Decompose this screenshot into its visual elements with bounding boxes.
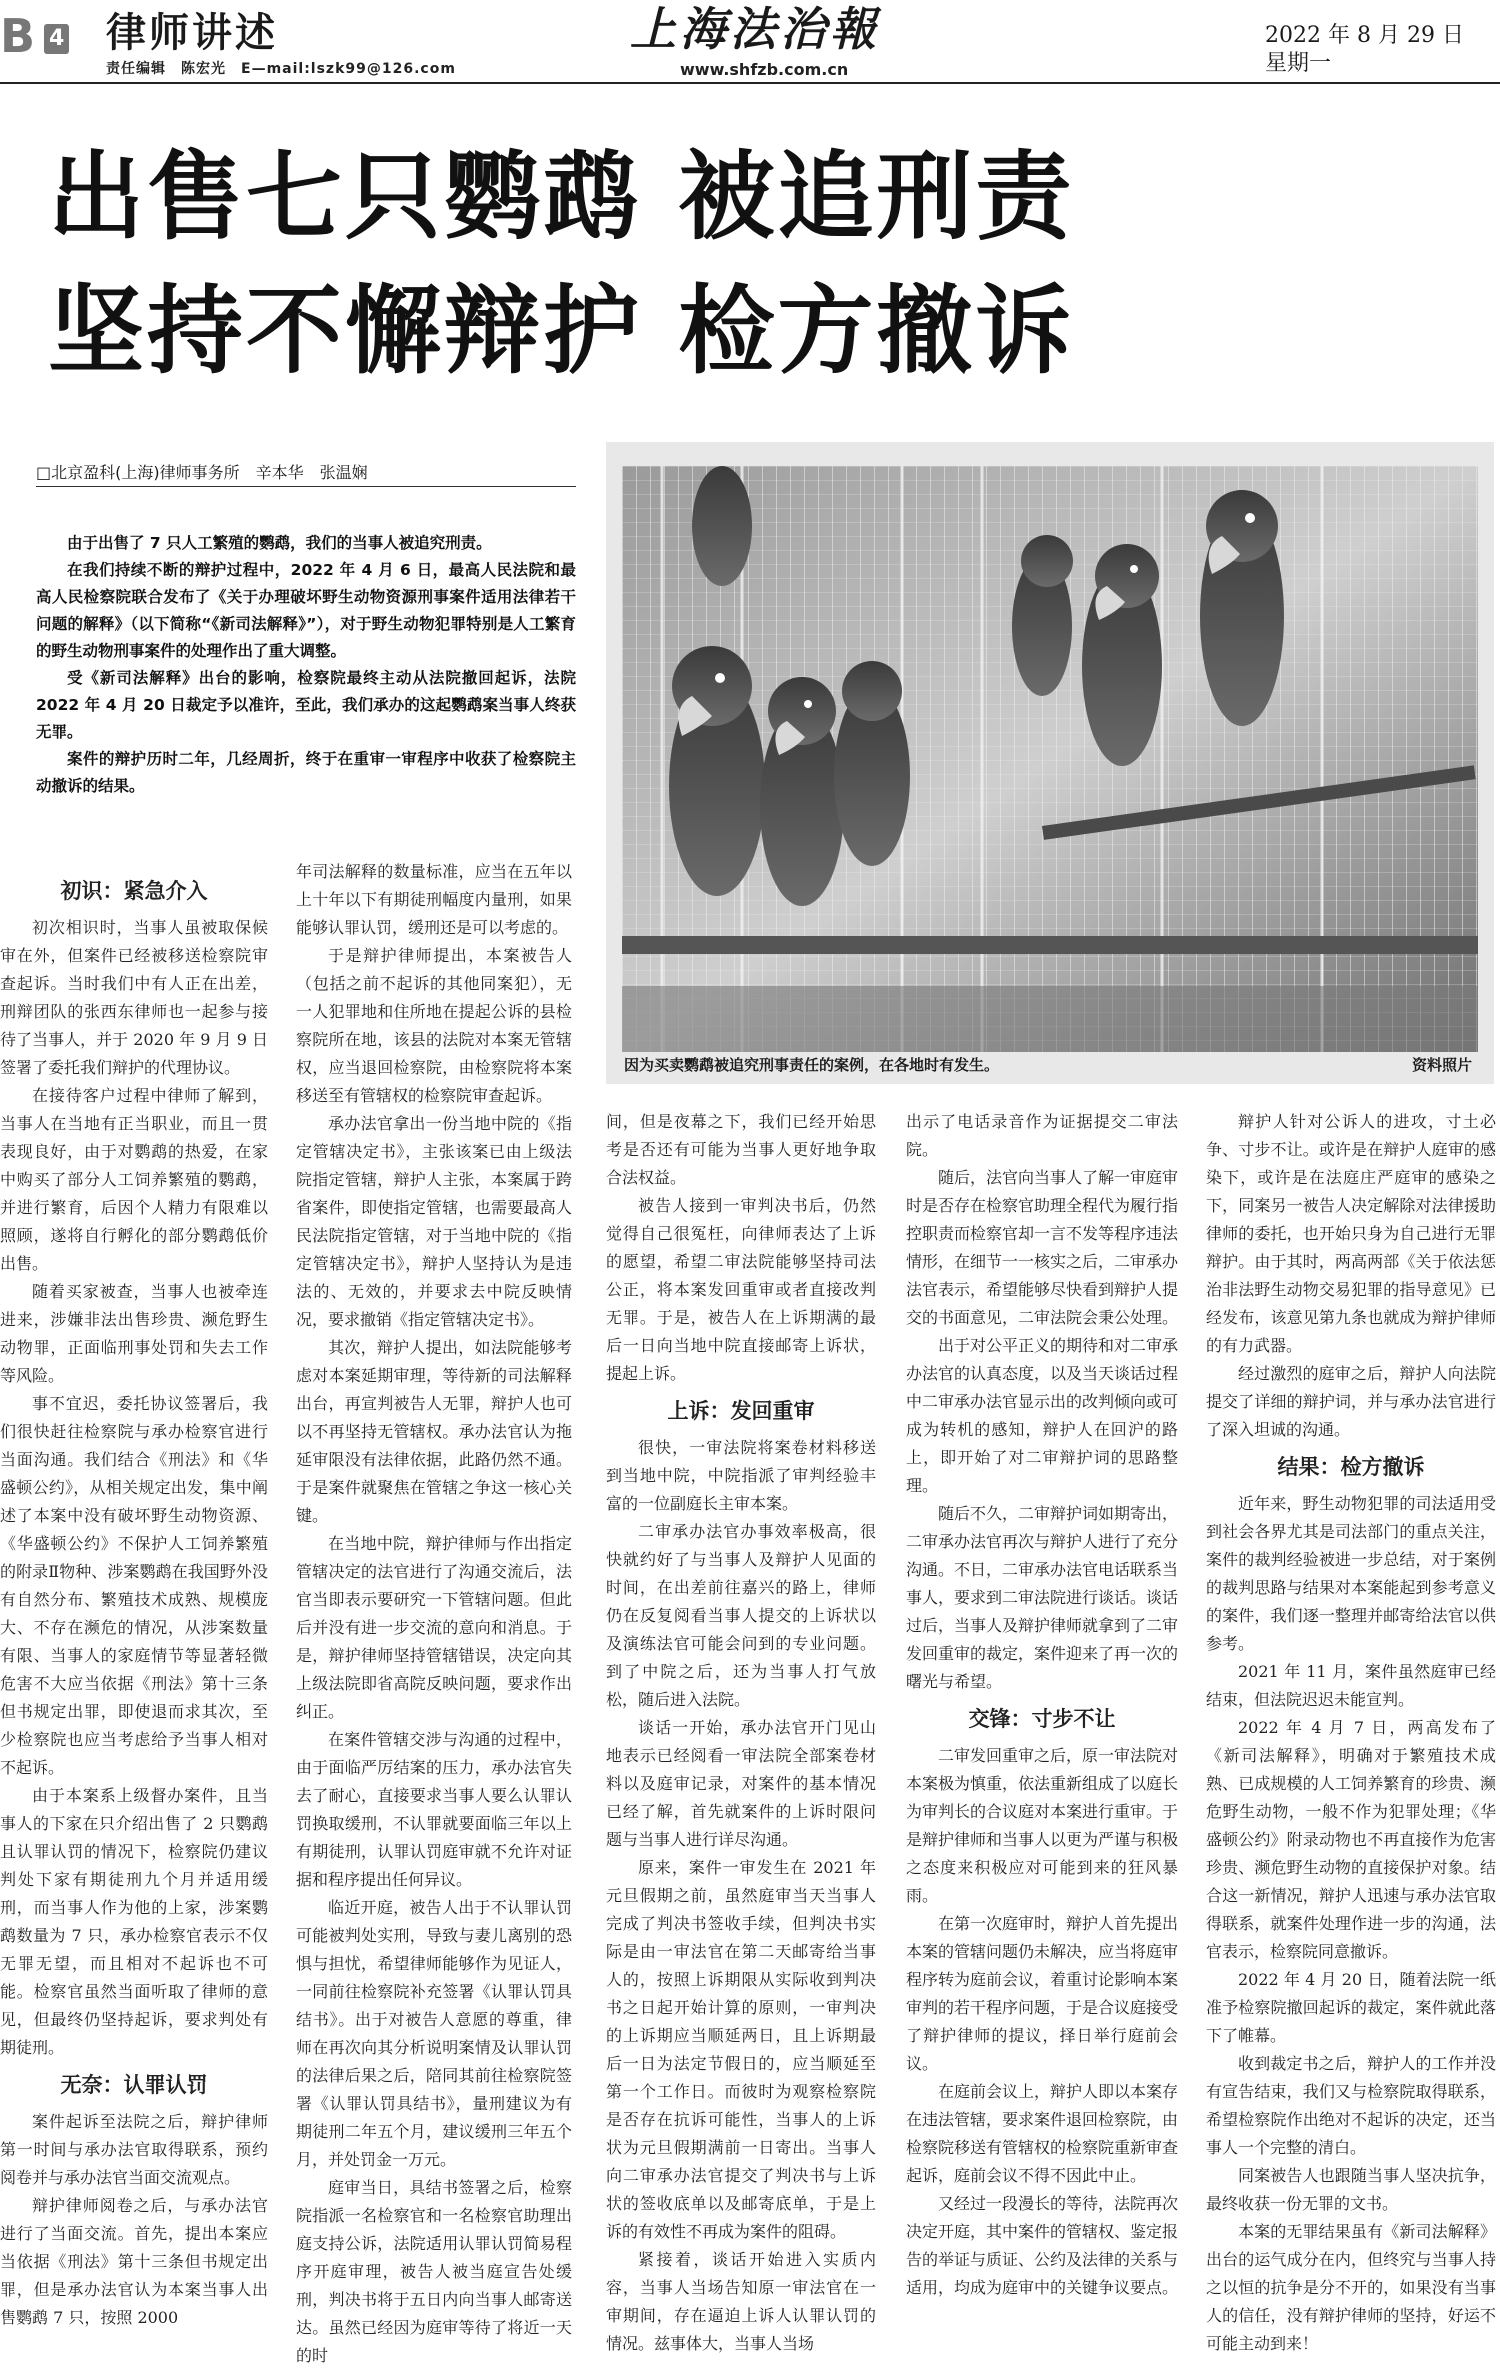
paragraph: 初次相识时，当事人虽被取保候审在外，但案件已经被移送检察院审查起诉。当时我们中有人正在出差，刑辩团队的张西东律师也一起参与接待了当事人，并于 2020 年 9 月 9 日签署了委托我们辩护的代理协议。 — [0, 918, 268, 1077]
subheading: 无奈：认罪认罚 — [60, 2073, 208, 2097]
subheading: 初识：紧急介入 — [60, 879, 208, 903]
lead-paragraph: 由于出售了 7 只人工繁殖的鹦鹉，我们的当事人被追究刑责。 — [67, 534, 492, 552]
subheading: 结果：检方撤诉 — [1277, 1455, 1425, 1479]
byline-rule — [36, 486, 576, 487]
paragraph: 在第一次庭审时，辩护人首先提出本案的管辖问题仍未解决，应当将庭审程序转为庭前会议，着重讨论影响本案审判的若干程序问题，于是合议庭接受了辩护律师的提议，择日举行庭前会议。 — [906, 1914, 1179, 2073]
editor-line: 责任编辑 陈宏光 E—mail:lszk99@126.com — [106, 61, 456, 77]
article-column-5 — [1206, 1108, 1496, 2353]
paragraph: 收到裁定书之后，辩护人的工作并没有宣告结束，我们又与检察院取得联系，希望检察院作出绝对不起诉的决定，还当事人一个完整的清白。 — [1206, 2054, 1496, 2157]
article-column-3 — [606, 1108, 876, 2353]
paragraph: 在接待客户过程中律师了解到，当事人在当地有正当职业，而且一贯表现良好，由于对鹦鹉的热爱，在家中购买了部分人工饲养繁殖的鹦鹉，并进行繁育，后因个人精力有限难以照顾，遂将自行孵化的部分鹦鹉低价出售。 — [0, 1086, 268, 1273]
paragraph: 被告人接到一审判决书后，仍然觉得自己很冤枉，向律师表达了上诉的愿望，希望二审法院能够坚持司法公正，将本案发回重审或者直接改判无罪。于是，被告人在上诉期满的最后一日向当地中院直接邮寄上诉状，提起上诉。 — [606, 1196, 876, 1383]
section-title: 律师讲述 — [106, 10, 278, 56]
paragraph: 本案的无罪结果虽有《新司法解释》出台的运气成分在内，但终究与当事人持之以恒的抗争是分不开的，如果没有当事人的信任，没有辩护律师的坚持，好运不可能主动到来！ — [1206, 2222, 1496, 2353]
paragraph: 年司法解释的数量标准，应当在五年以上十年以下有期徒刑幅度内量刑，如果能够认罪认罚，缓刑还是可以考虑的。 — [296, 862, 572, 937]
paragraph: 谈话一开始，承办法官开门见山地表示已经阅看一审法院全部案卷材料以及庭审记录，对案件的基本情况已经了解，首先就案件的上诉时限问题与当事人进行详尽沟通。 — [606, 1718, 876, 1849]
paragraph: 辩护人针对公诉人的进攻，寸土必争、寸步不让。或许是在辩护人庭审的感染下，或许是在法庭庄严庭审的感染之下，同案另一被告人决定解除对法律援助律师的委托，也开始只身为自己进行无罪辩护。由于其时，两高两部《关于依法惩治非法野生动物交易犯罪的指导意见》已经发布，该意见第九条也就成为辩护律师的有力武器。 — [1206, 1112, 1496, 1355]
website-link[interactable]: www.shfzb.com.cn — [680, 60, 849, 79]
subheading: 交锋：寸步不让 — [968, 1707, 1116, 1731]
paragraph: 庭审当日，具结书签署之后，检察院指派一名检察官和一名检察官助理出庭支持公诉，法院适用认罪认罚简易程序开庭审理，被告人被当庭宣告处缓刑，判决书将于五日内向当事人邮寄送达。虽然已经因为庭审等待了将近一天的时 — [296, 2178, 572, 2365]
parrots-in-cage-image — [622, 466, 1478, 1052]
paragraph: 在庭前会议上，辩护人即以本案存在违法管辖，要求案件退回检察院，由检察院移送有管辖权的检察院重新审查起诉，庭前会议不得不因此中止。 — [906, 2082, 1179, 2185]
paragraph: 同案被告人也跟随当事人坚决抗争，最终收获一份无罪的文书。 — [1206, 2166, 1496, 2213]
paragraph: 2022 年 4 月 20 日，随着法院一纸准予检察院撤回起诉的裁定，案件就此落下了帷幕。 — [1206, 1970, 1496, 2045]
paragraph: 紧接着，谈话开始进入实质内容，当事人当场告知原一审法官在一审期间，存在逼迫上诉人认罪认罚的情况。兹事体大，当事人当场 — [606, 2250, 876, 2353]
issue-date: 2022 年 8 月 29 日 星期一 — [1265, 23, 1486, 76]
paragraph: 其次，辩护人提出，如法院能够考虑对本案延期审理，等待新的司法解释出台，再宣判被告人无罪，辩护人也可以不再坚持无管辖权。承办法官认为拖延审限没有法律依据，此路仍然不通。于是案件就聚焦在管辖之争这一核心关键。 — [296, 1338, 572, 1525]
paragraph: 在案件管辖交涉与沟通的过程中，由于面临严厉结案的压力，承办法官失去了耐心，直接要求当事人要么认罪认罚换取缓刑，不认罪就要面临三年以上有期徒刑，认罪认罚庭审就不允许对证据和程序提出任何异议。 — [296, 1730, 572, 1889]
lead-paragraph: 受《新司法解释》出台的影响，检察院最终主动从法院撤回起诉，法院 2022 年 4 月 20 日裁定予以准许，至此，我们承办的这起鹦鹉案当事人终获无罪。 — [36, 669, 576, 741]
photo-caption: 因为买卖鹦鹉被追究刑事责任的案例，在各地时有发生。 — [624, 1056, 1000, 1074]
lead-paragraph: 在我们持续不断的辩护过程中，2022 年 4 月 6 日，最高人民法院和最高人民检察院联合发布了《关于办理破坏野生动物资源刑事案件适用法律若干问题的解释》（以下简称“《新司法解释》”），对于野生动物犯罪特别是人工繁育的野生动物刑事案件的处理作出了重大调整。 — [36, 561, 576, 660]
paragraph: 承办法官拿出一份当地中院的《指定管辖决定书》，主张该案已由上级法院指定管辖，辩护人主张，本案属于跨省案件，即使指定管辖，也需要最高人民法院指定管辖，对于当地中院的《指定管辖决定书》，辩护人坚持认为是违法的、无效的，并要求去中院反映情况，要求撤销《指定管辖决定书》。 — [296, 1114, 572, 1329]
article-column-1 — [0, 868, 268, 2327]
paragraph: 2022 年 4 月 7 日，两高发布了《新司法解释》，明确对于繁殖技术成熟、已成规模的人工饲养繁育的珍贵、濒危野生动物，一般不作为犯罪处理；《华盛顿公约》附录动物也不再直接作为危害珍贵、濒危野生动物的直接保护对象。结合这一新情况，辩护人迅速与承办法官取得联系，就案件处理作进一步的沟通，法官表示，检察院同意撤诉。 — [1206, 1718, 1496, 1961]
article-column-4 — [906, 1108, 1179, 2297]
article-column-2 — [296, 858, 572, 2365]
paragraph: 在当地中院，辩护律师与作出指定管辖决定的法官进行了沟通交流后，法官当即表示要研究一下管辖问题。但此后并没有进一步交流的意向和消息。于是，辩护律师坚持管辖错误，决定向其上级法院即省高院反映问题，要求作出纠正。 — [296, 1534, 572, 1721]
paragraph: 出示了电话录音作为证据提交二审法院。 — [906, 1112, 1178, 1159]
paragraph: 原来，案件一审发生在 2021 年元旦假期之前，虽然庭审当天当事人完成了判决书签收手续，但判决书实际是由一审法官在第二天邮寄给当事人的，按照上诉期限从实际收到判决书之日起开始计算的原则，一审判决的上诉期应当顺延两日，且上诉期最后一日为法定节假日的，应当顺延至第一个工作日。而彼时为观察检察院是否存在抗诉可能性，当事人的上诉状为元旦假期满前一日寄出。当事人向二审承办法官提交了判决书与上诉状的签收底单以及邮寄底单，于是上诉的有效性不再成为案件的阻碍。 — [606, 1858, 876, 2241]
headline-line-1: 出售七只鹦鹉 被追刑责 — [48, 141, 1075, 253]
paragraph: 事不宜迟，委托协议签署后，我们很快赶往检察院与承办检察官进行当面沟通。我们结合《刑法》和《华盛顿公约》，从相关规定出发，集中阐述了本案中没有破坏野生动物资源、《华盛顿公约》不保护人工饲养繁殖的附录Ⅱ物种、涉案鹦鹉在我国野外没有自然分布、繁殖技术成熟、规模庞大、不存在濒危的情况，从涉案数量有限、当事人的家庭情节等显著轻微危害不大应当依据《刑法》第十三条但书规定出罪，即使退而求其次，至少检察院也应当考虑给予当事人相对不起诉。 — [0, 1394, 268, 1777]
paragraph: 二审发回重审之后，原一审法院对本案极为慎重，依法重新组成了以庭长为审判长的合议庭对本案进行重审。于是辩护律师和当事人以更为严谨与积极之态度来积极应对可能到来的狂风暴雨。 — [906, 1746, 1179, 1905]
paragraph: 近年来，野生动物犯罪的司法适用受到社会各界尤其是司法部门的重点关注，案件的裁判经验被进一步总结，对于案例的裁判思路与结果对本案能起到参考意义的案件，我们逐一整理并邮寄给法官以供参考。 — [1206, 1494, 1496, 1653]
paragraph: 又经过一段漫长的等待，法院再次决定开庭，其中案件的管辖权、鉴定报告的举证与质证、公约及法律的关系与适用，均成为庭审中的关键争议要点。 — [906, 2194, 1179, 2297]
paragraph: 2021 年 11 月，案件虽然庭审已经结束，但法院迟迟未能宣判。 — [1206, 1662, 1496, 1709]
byline: □北京盈科(上海)律师事务所 辛本华 张温娴 — [36, 463, 368, 482]
parrots-photo — [622, 466, 1478, 1052]
paragraph: 由于本案系上级督办案件，且当事人的下家在只介绍出售了 2 只鹦鹉且认罪认罚的情况下，检察院仍建议判处下家有期徒刑九个月并适用缓刑，而当事人作为他的上家，涉案鹦鹉数量为 7 只，承办检察官表示不仅无罪无望，而且相对不起诉也不可能。检察官虽然当面听取了律师的意见，但最终仍坚持起诉，要求判处有期徒刑。 — [0, 1786, 268, 2057]
paragraph: 随后，法官向当事人了解一审庭审时是否存在检察官助理全程代为履行指控职责而检察官却一言不发等程序违法情形，在细节一一核实之后，二审承办法官表示，希望能够尽快看到辩护人提交的书面意见，二审法院会秉公处理。 — [906, 1168, 1179, 1327]
paragraph: 随后不久，二审辩护词如期寄出，二审承办法官再次与辩护人进行了充分沟通。不日，二审承办法官电话联系当事人，要求到二审法院进行谈话。谈话过后，当事人及辩护律师就拿到了二审发回重审的裁定，案件迎来了再一次的曙光与希望。 — [906, 1504, 1179, 1691]
photo-credit: 资料照片 — [1412, 1056, 1473, 1074]
headline-line-2: 坚持不懈辩护 检方撤诉 — [48, 275, 1075, 387]
paragraph: 二审承办法官办事效率极高，很快就约好了与当事人及辩护人见面的时间，在出差前往嘉兴的路上，律师仍在反复阅看当事人提交的上诉状以及演练法官可能会问到的专业问题。到了中院之后，还为当事人打气放松，随后进入法院。 — [606, 1522, 876, 1709]
paragraph: 于是辩护律师提出，本案被告人（包括之前不起诉的其他同案犯），无一人犯罪地和住所地在提起公诉的县检察院所在地，该县的法院对本案无管辖权，应当退回检察院，由检察院将本案移送至有管辖权的检察院审查起诉。 — [296, 946, 572, 1105]
paragraph: 出于对公平正义的期待和对二审承办法官的认真态度，以及当天谈话过程中二审承办法官显示出的改判倾向或可成为转机的感知，辩护人在回沪的路上，即开始了对二审辩护词的思路整理。 — [906, 1336, 1179, 1495]
paragraph: 经过激烈的庭审之后，辩护人向法院提交了详细的辩护词，并与承办法官进行了深入坦诚的沟通。 — [1206, 1364, 1496, 1439]
newspaper-logo: 上海法治報 — [630, 2, 880, 56]
lead-paragraphs — [36, 530, 576, 800]
paragraph: 间，但是夜幕之下，我们已经开始思考是否还有可能为当事人更好地争取合法权益。 — [606, 1112, 876, 1187]
lead-paragraph: 案件的辩护历时二年，几经周折，终于在重审一审程序中收获了检察院主动撤诉的结果。 — [36, 750, 576, 795]
paragraph: 案件起诉至法院之后，辩护律师第一时间与承办法官取得联系，预约阅卷并与承办法官当面交流观点。 — [0, 2112, 268, 2187]
masthead-rule — [0, 82, 1500, 84]
page-number: 4 — [44, 24, 69, 54]
page-letter: B — [0, 9, 36, 63]
subheading: 上诉：发回重审 — [667, 1399, 815, 1423]
paragraph: 随着买家被查，当事人也被牵连进来，涉嫌非法出售珍贵、濒危野生动物罪，正面临刑事处罚和失去工作等风险。 — [0, 1282, 268, 1385]
paragraph: 辩护律师阅卷之后，与承办法官进行了当面交流。首先，提出本案应当依据《刑法》第十三条但书规定出罪，但是承办法官认为本案当事人出售鹦鹉 7 只，按照 2000 — [0, 2196, 268, 2327]
paragraph: 很快，一审法院将案卷材料移送到当地中院，中院指派了审判经验丰富的一位副庭长主审本案。 — [606, 1438, 876, 1513]
paragraph: 临近开庭，被告人出于不认罪认罚可能被判处实刑，导致与妻儿离别的恐惧与担忧，希望律师能够作为见证人，一同前往检察院补充签署《认罪认罚具结书》。出于对被告人意愿的尊重，律师在再次向其分析说明案情及认罪认罚的法律后果之后，陪同其前往检察院签署《认罪认罚具结书》，量刑建议为有期徒刑二年五个月，建议缓刑三年五个月，并处罚金一万元。 — [296, 1898, 572, 2169]
page-number-tab — [0, 10, 92, 62]
